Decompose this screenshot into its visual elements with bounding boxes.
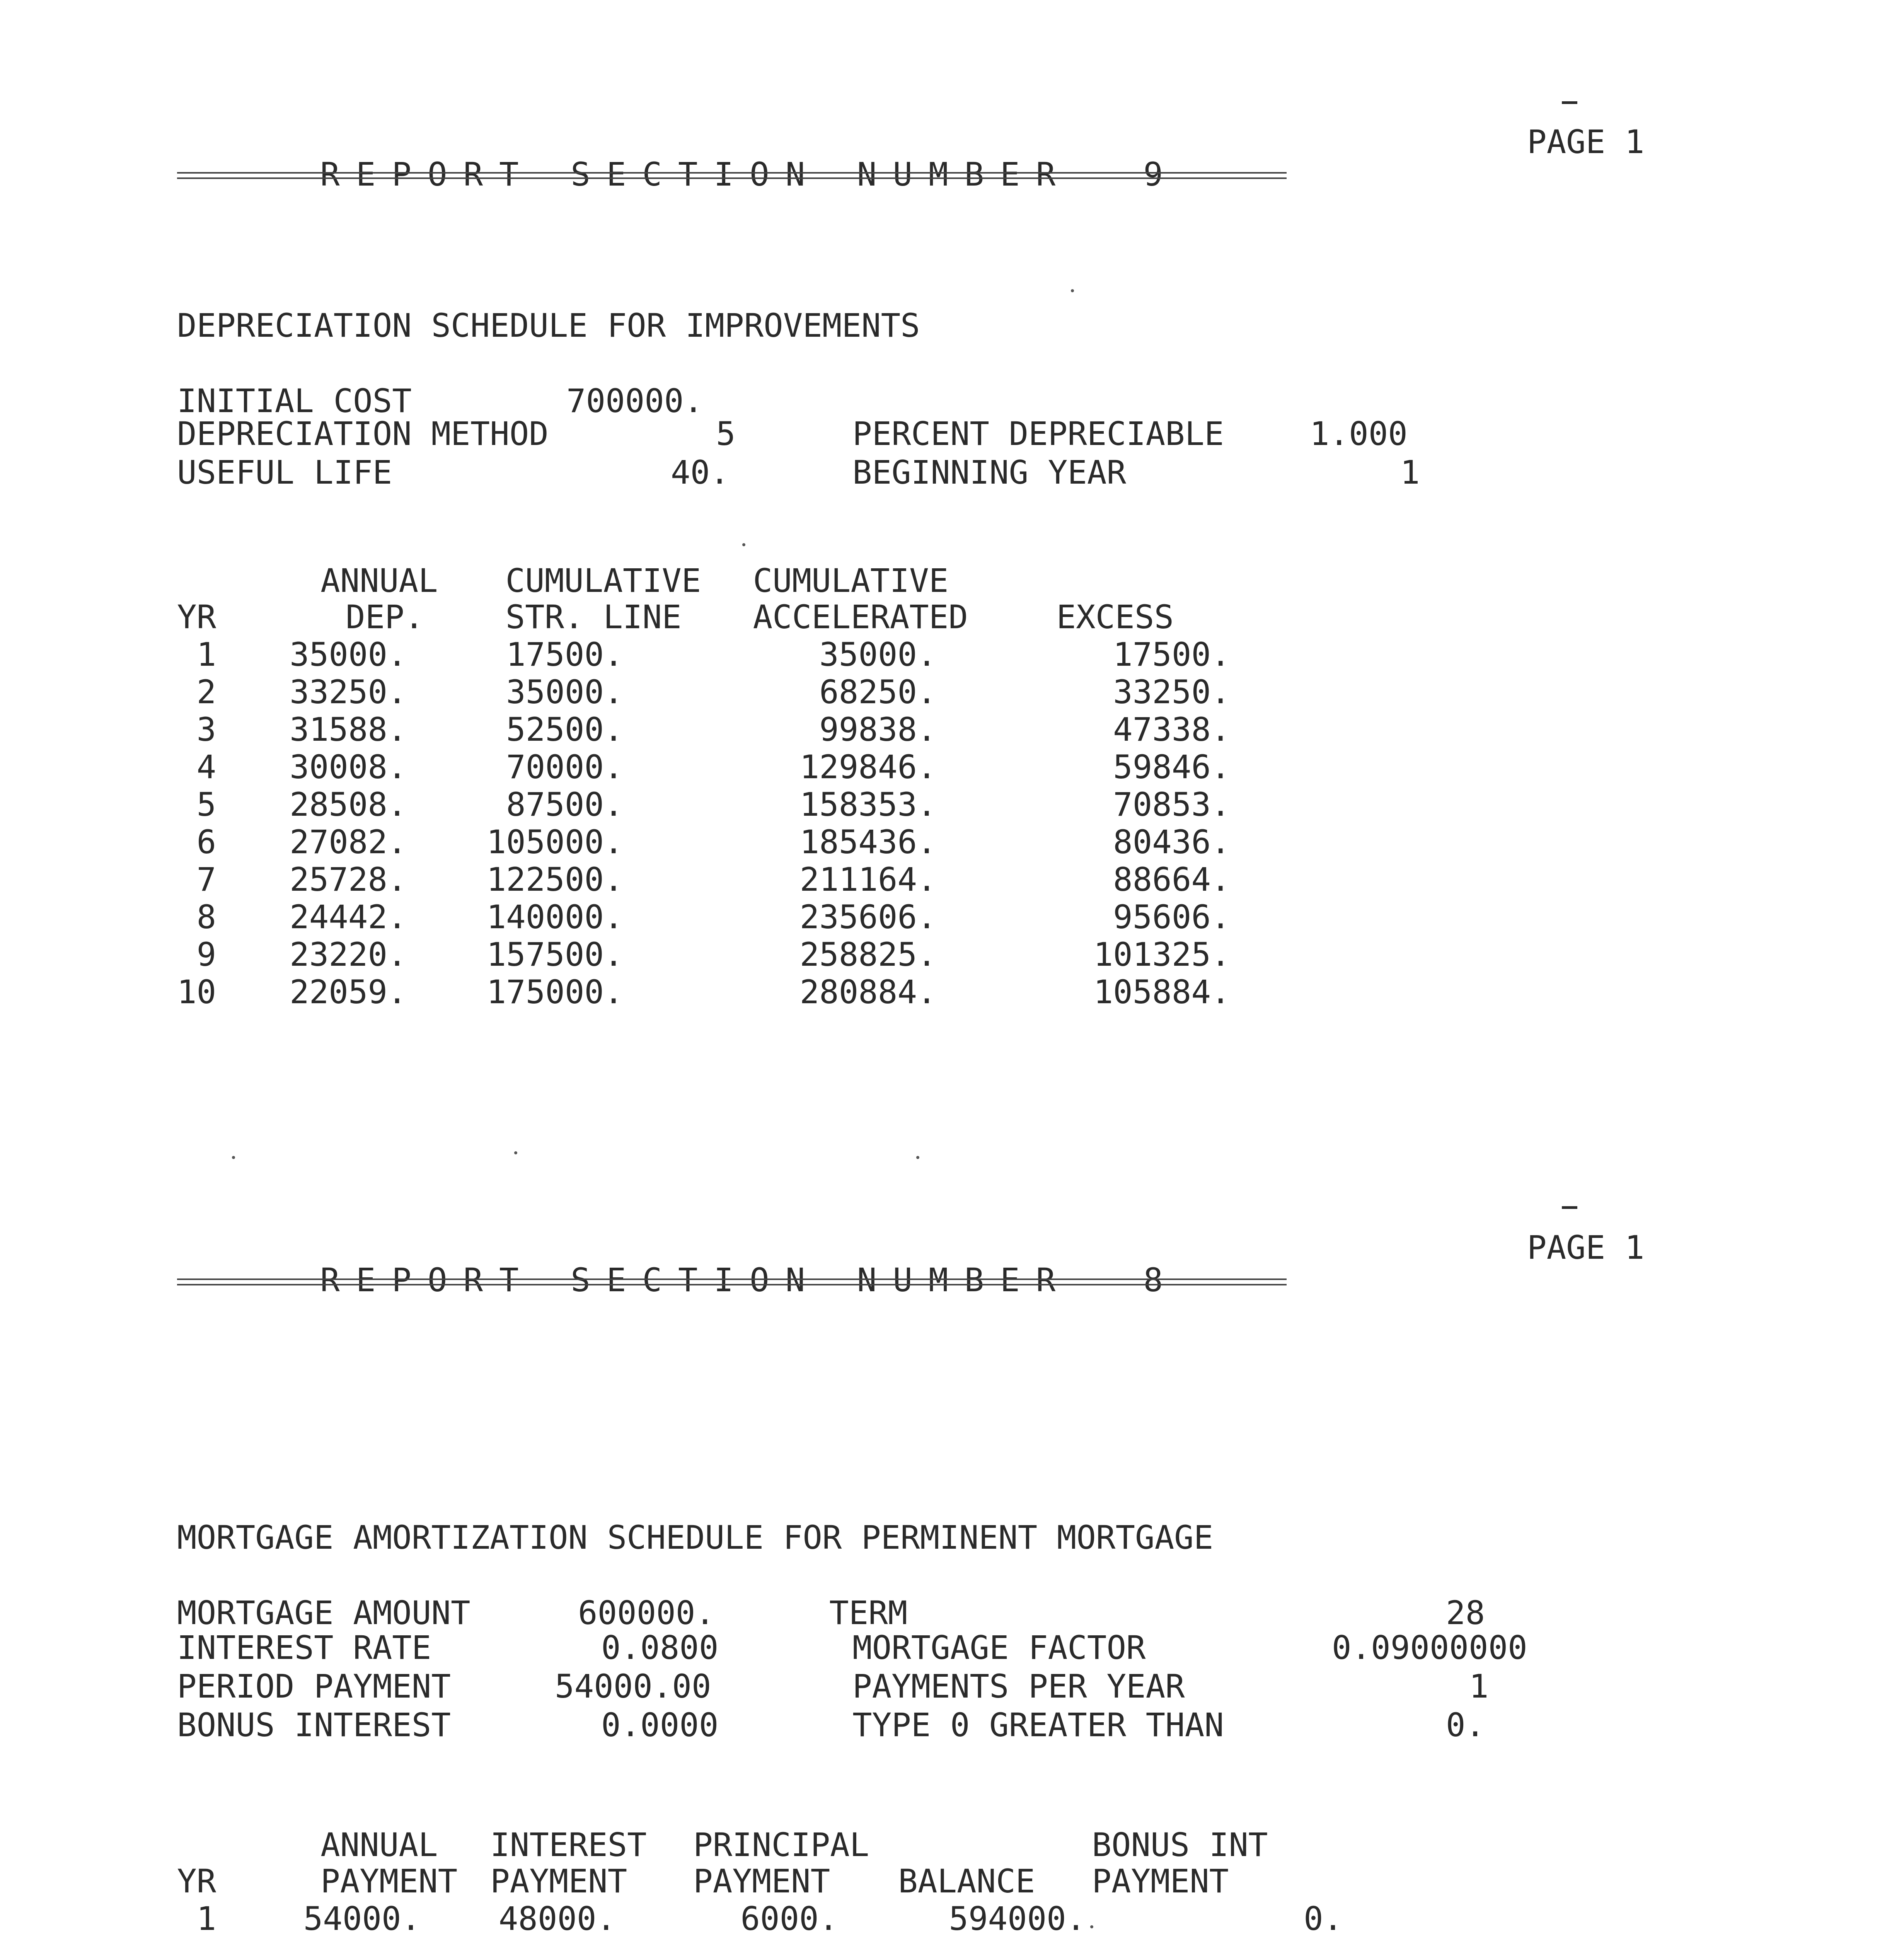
rate-label: INTEREST RATE <box>177 1629 431 1667</box>
table-cell: 0. <box>1304 1900 1343 1933</box>
table-cell: 28508. <box>290 786 407 823</box>
col-cum-str-top: CUMULATIVE <box>505 562 701 600</box>
bonus-label: BONUS INTEREST <box>177 1706 451 1744</box>
table-cell: 30008. <box>290 748 407 786</box>
table-cell: 48000. <box>498 1900 616 1933</box>
corner-mark <box>1562 101 1577 104</box>
life-label: USEFUL LIFE <box>177 453 392 491</box>
table-cell: 105000. <box>486 823 624 861</box>
speck <box>1071 289 1074 292</box>
life-value: 40. <box>671 453 730 491</box>
section-number: 8 <box>1143 1261 1180 1299</box>
col-bonus-bot: PAYMENT <box>1092 1862 1229 1900</box>
table-cell: 129846. <box>799 748 937 786</box>
table-cell: 101325. <box>1093 936 1231 973</box>
table-cell: 3 <box>196 711 216 748</box>
table-cell: 23220. <box>290 936 407 973</box>
type-label: TYPE 0 GREATER THAN <box>852 1706 1224 1744</box>
table-cell: 158353. <box>799 786 937 823</box>
table-row <box>177 783 1231 821</box>
col-annual-top: ANNUAL <box>320 562 438 600</box>
percent-label: PERCENT DEPRECIABLE <box>852 415 1224 453</box>
table-cell: 10 <box>177 973 216 1011</box>
initial-cost-label: INITIAL COST <box>177 382 412 420</box>
table-header-row <box>177 597 1231 633</box>
col-interest-top: INTEREST <box>490 1826 647 1864</box>
table-cell: 35000. <box>506 673 624 711</box>
amount-label: MORTGAGE AMOUNT <box>177 1594 470 1632</box>
col-interest-bot: PAYMENT <box>490 1862 627 1900</box>
col-yr: YR <box>177 598 216 636</box>
table-cell: 35000. <box>819 636 937 673</box>
table-row <box>177 633 1231 671</box>
type-value: 0. <box>1446 1706 1485 1744</box>
col-cum-acc-top: CUMULATIVE <box>753 562 949 600</box>
percent-value: 1.000 <box>1310 415 1408 453</box>
term-value: 28 <box>1446 1594 1485 1632</box>
col-principal-bot: PAYMENT <box>693 1862 830 1900</box>
table-cell: 25728. <box>290 861 407 898</box>
speck <box>916 1156 919 1159</box>
table-header-row <box>177 1861 1397 1897</box>
table-row <box>177 933 1231 971</box>
table-cell: 27082. <box>290 823 407 861</box>
table-cell: 35000. <box>290 636 407 673</box>
table-row <box>177 821 1231 858</box>
col-cum-acc-bot: ACCELERATED <box>753 598 968 636</box>
table-cell: 5 <box>196 786 216 823</box>
table-row <box>177 708 1231 746</box>
table-cell: 8 <box>196 898 216 936</box>
factor-label: MORTGAGE FACTOR <box>852 1629 1146 1667</box>
table-cell: 87500. <box>506 786 624 823</box>
table-row <box>177 1897 1397 1933</box>
payment-label: PERIOD PAYMENT <box>177 1667 451 1705</box>
table-cell: 70000. <box>506 748 624 786</box>
schedule-title: DEPRECIATION SCHEDULE FOR IMPROVEMENTS <box>177 307 920 344</box>
col-balance: BALANCE <box>898 1862 1035 1900</box>
table-cell: 52500. <box>506 711 624 748</box>
page-label: PAGE 1 <box>1527 1229 1645 1267</box>
table-cell: 185436. <box>799 823 937 861</box>
corner-mark <box>1562 1206 1577 1209</box>
schedule-title: MORTGAGE AMORTIZATION SCHEDULE FOR PERMINENT MORTGAGE <box>177 1519 1214 1556</box>
amount-value: 600000. <box>578 1594 715 1632</box>
table-cell: 33250. <box>290 673 407 711</box>
speck <box>1090 1925 1093 1928</box>
payment-value: 54000.00 <box>555 1667 711 1705</box>
amortization-table <box>177 1825 1397 1933</box>
table-cell: 175000. <box>486 973 624 1011</box>
table-cell: 2 <box>196 673 216 711</box>
table-cell: 59846. <box>1113 748 1231 786</box>
table-cell: 4 <box>196 748 216 786</box>
table-cell: 31588. <box>290 711 407 748</box>
table-row <box>177 671 1231 708</box>
begin-value: 1 <box>1400 453 1420 491</box>
table-cell: 157500. <box>486 936 624 973</box>
table-cell: 594000. <box>949 1900 1086 1933</box>
table-row <box>177 858 1231 896</box>
col-annual-bot: DEP. <box>346 598 424 636</box>
ppy-label: PAYMENTS PER YEAR <box>852 1667 1185 1705</box>
table-cell: 70853. <box>1113 786 1231 823</box>
depreciation-table <box>177 561 1231 1011</box>
section-number: 9 <box>1143 155 1180 193</box>
table-cell: 22059. <box>290 973 407 1011</box>
initial-cost-value: 700000. <box>566 382 704 420</box>
table-cell: 1 <box>196 636 216 673</box>
table-header-row <box>177 1825 1397 1861</box>
table-cell: 88664. <box>1113 861 1231 898</box>
speck <box>232 1156 235 1159</box>
table-header-row <box>177 561 1231 597</box>
table-row <box>177 746 1231 783</box>
speck <box>742 543 745 546</box>
table-cell: 68250. <box>819 673 937 711</box>
table-cell: 235606. <box>799 898 937 936</box>
table-cell: 6000. <box>740 1900 839 1933</box>
table-cell: 6 <box>196 823 216 861</box>
table-cell: 95606. <box>1113 898 1231 936</box>
heading-underline <box>177 172 1287 179</box>
table-cell: 122500. <box>486 861 624 898</box>
table-cell: 99838. <box>819 711 937 748</box>
table-cell: 1 <box>196 1900 216 1933</box>
method-value: 5 <box>716 415 736 453</box>
table-cell: 80436. <box>1113 823 1231 861</box>
col-excess: EXCESS <box>1056 598 1174 636</box>
bonus-value: 0.0000 <box>601 1706 719 1744</box>
col-principal-top: PRINCIPAL <box>693 1826 869 1864</box>
factor-value: 0.09000000 <box>1332 1629 1527 1667</box>
table-cell: 47338. <box>1113 711 1231 748</box>
table-cell: 54000. <box>303 1900 421 1933</box>
ppy-value: 1 <box>1469 1667 1489 1705</box>
table-cell: 105884. <box>1093 973 1231 1011</box>
table-cell: 33250. <box>1113 673 1231 711</box>
heading-underline <box>177 1278 1287 1285</box>
col-annual-bot: PAYMENT <box>320 1862 458 1900</box>
table-cell: 211164. <box>799 861 937 898</box>
begin-label: BEGINNING YEAR <box>852 453 1127 491</box>
table-cell: 258825. <box>799 936 937 973</box>
method-label: DEPRECIATION METHOD <box>177 415 549 453</box>
table-cell: 7 <box>196 861 216 898</box>
table-row <box>177 971 1231 1008</box>
table-row <box>177 896 1231 933</box>
table-cell: 280884. <box>799 973 937 1011</box>
table-cell: 9 <box>196 936 216 973</box>
section-heading-label: REPORT SECTION NUMBER <box>320 1261 1072 1299</box>
table-cell: 17500. <box>1113 636 1231 673</box>
rate-value: 0.0800 <box>601 1629 719 1667</box>
col-yr: YR <box>177 1862 216 1900</box>
col-cum-str-bot: STR. LINE <box>505 598 682 636</box>
col-bonus-top: BONUS INT <box>1092 1826 1268 1864</box>
table-cell: 24442. <box>290 898 407 936</box>
term-label: TERM <box>829 1594 908 1632</box>
table-cell: 140000. <box>486 898 624 936</box>
speck <box>514 1151 517 1154</box>
col-annual-top: ANNUAL <box>320 1826 438 1864</box>
section-heading-label: REPORT SECTION NUMBER <box>320 155 1072 193</box>
table-cell: 17500. <box>506 636 624 673</box>
page-label: PAGE 1 <box>1527 123 1645 161</box>
